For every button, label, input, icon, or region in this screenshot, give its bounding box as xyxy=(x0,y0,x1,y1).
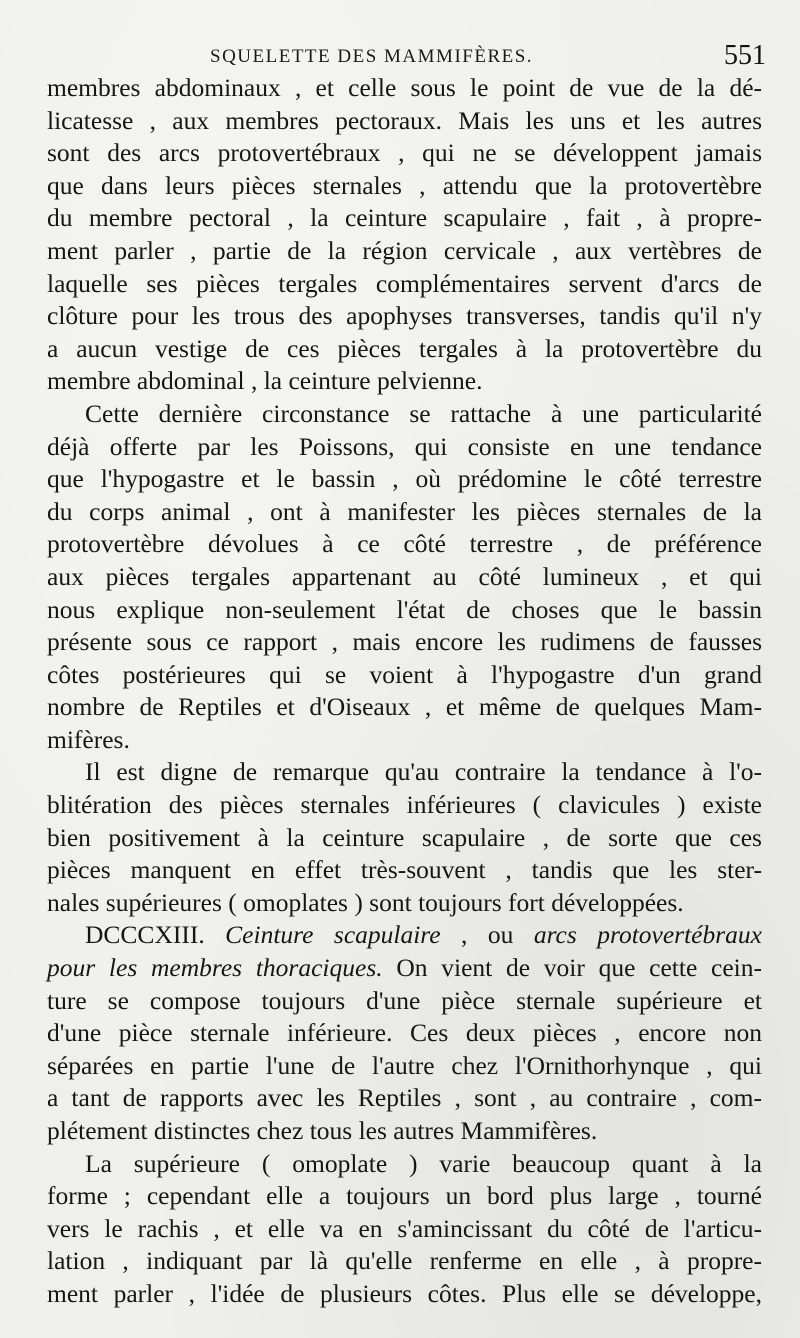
text-span: du membre pectoral , la ceinture scapulaire , fait , à propre- xyxy=(47,203,762,233)
text-line xyxy=(47,854,762,887)
text-line xyxy=(47,300,762,333)
text-span: membre abdominal , la ceinture pelvienne. xyxy=(47,366,483,396)
text-span: lation , indiquant par là qu'elle renferme en elle , à propre- xyxy=(47,1246,762,1276)
text-line xyxy=(47,496,762,529)
text-span: que dans leurs pièces sternales , attendu que la protovertèbre xyxy=(47,170,762,200)
text-span: membres abdominaux , et celle sous le point de vue de la dé- xyxy=(47,73,762,102)
text-span: nous explique non-seulement l'état de choses que le bassin xyxy=(47,594,762,624)
text-span: nombre de Reptiles et d'Oiseaux , et même de quelques Mam- xyxy=(47,692,762,722)
text-line xyxy=(47,822,762,855)
italic-span: pour les membres thoraciques. xyxy=(47,953,383,983)
text-span: que l'hypogastre et le bassin , où prédomine le côté terrestre xyxy=(47,464,762,494)
text-line xyxy=(47,170,762,203)
text-line xyxy=(47,1050,762,1083)
text-span: présente sous ce rapport , mais encore les rudimens de fausses xyxy=(47,627,762,657)
text-line xyxy=(47,724,762,757)
text-span: aux pièces tergales appartenant au côté lumineux , et qui xyxy=(47,561,762,591)
text-span: Cette dernière circonstance se rattache à une particularité xyxy=(85,398,762,428)
text-span: clôture pour les trous des apophyses transverses, tandis qu'il n'y xyxy=(47,301,762,331)
text-line xyxy=(47,105,762,138)
text-line xyxy=(47,594,762,627)
text-span: licatesse , aux membres pectoraux. Mais les uns et les autres xyxy=(47,105,762,135)
text-line xyxy=(47,626,762,659)
text-line xyxy=(47,72,762,105)
text-span: , ou xyxy=(440,920,534,950)
text-span: DCCCXIII. xyxy=(85,920,226,950)
page-header xyxy=(0,40,800,74)
text-line xyxy=(47,333,762,366)
running-title: SQUELETTE DES MAMMIFÈRES. xyxy=(210,46,534,67)
text-span: déjà offerte par les Poissons, qui consiste en une tendance xyxy=(47,431,762,461)
text-line xyxy=(47,1082,762,1115)
body-text xyxy=(47,72,762,1311)
text-span: bien positivement à la ceinture scapulaire , de sorte que ces xyxy=(47,822,762,852)
text-span: nales supérieures ( omoplates ) sont toujours fort développées. xyxy=(47,887,684,917)
text-line xyxy=(47,952,762,985)
text-span: La supérieure ( omoplate ) varie beaucoup quant à la xyxy=(85,1148,762,1178)
text-span: mifères. xyxy=(47,724,130,754)
text-line xyxy=(47,1213,762,1246)
italic-span: Ceinture scapulaire xyxy=(225,920,441,950)
text-line xyxy=(47,431,762,464)
text-span: du corps animal , ont à manifester les pièces sternales de la xyxy=(47,496,762,526)
text-span: sont des arcs protovertébraux , qui ne se développent jamais xyxy=(47,138,762,168)
text-line xyxy=(47,659,762,692)
text-line xyxy=(47,561,762,594)
text-line xyxy=(47,919,762,952)
text-line xyxy=(47,985,762,1018)
text-line xyxy=(47,268,762,301)
text-span: vers le rachis , et elle va en s'amincissant du côté de l'articu- xyxy=(47,1213,762,1243)
text-line xyxy=(47,463,762,496)
italic-span: arcs protovertébraux xyxy=(533,920,762,950)
text-line xyxy=(47,528,762,561)
text-line xyxy=(47,398,762,431)
text-span: blitération des pièces sternales inférieures ( clavicules ) existe xyxy=(47,790,762,820)
text-span: ture se compose toujours d'une pièce sternale supérieure et xyxy=(47,985,762,1015)
text-span: séparées en partie l'une de l'autre chez l'Ornithorhynque , qui xyxy=(47,1050,762,1080)
text-line xyxy=(47,365,762,398)
text-line xyxy=(47,1017,762,1050)
text-span: laquelle ses pièces tergales complémentaires servent d'arcs de xyxy=(47,268,762,298)
text-line xyxy=(47,756,762,789)
text-line xyxy=(47,137,762,170)
text-span: ment parler , partie de la région cervicale , aux vertèbres de xyxy=(47,235,762,265)
text-line xyxy=(47,1245,762,1278)
text-span: pièces manquent en effet très-souvent , tandis que les ster- xyxy=(47,855,762,885)
text-line xyxy=(47,202,762,235)
text-line xyxy=(47,1278,762,1311)
text-span: côtes postérieures qui se voient à l'hypogastre d'un grand xyxy=(47,659,762,689)
text-line xyxy=(47,887,762,920)
text-span: On vient de voir que cette cein- xyxy=(382,953,763,983)
text-span: ment parler , l'idée de plusieurs côtes. Plus elle se développe, xyxy=(47,1278,762,1308)
text-span: plétement distinctes chez tous les autres Mammifères. xyxy=(47,1116,598,1145)
text-line xyxy=(47,1115,762,1148)
text-line xyxy=(47,1180,762,1213)
text-span: d'une pièce sternale inférieure. Ces deux pièces , encore non xyxy=(47,1018,762,1048)
text-line xyxy=(47,235,762,268)
text-line xyxy=(47,789,762,822)
text-span: a tant de rapports avec les Reptiles , sont , au contraire , com- xyxy=(47,1083,762,1113)
text-span: a aucun vestige de ces pièces tergales à la protovertèbre du xyxy=(47,333,762,363)
text-span: forme ; cependant elle a toujours un bord plus large , tourné xyxy=(47,1181,762,1211)
page-number: 551 xyxy=(724,40,766,71)
text-span: protovertèbre dévolues à ce côté terrestre , de préférence xyxy=(47,529,762,559)
text-line xyxy=(47,1148,762,1181)
text-line xyxy=(47,691,762,724)
text-span: Il est digne de remarque qu'au contraire la tendance à l'o- xyxy=(85,757,762,787)
